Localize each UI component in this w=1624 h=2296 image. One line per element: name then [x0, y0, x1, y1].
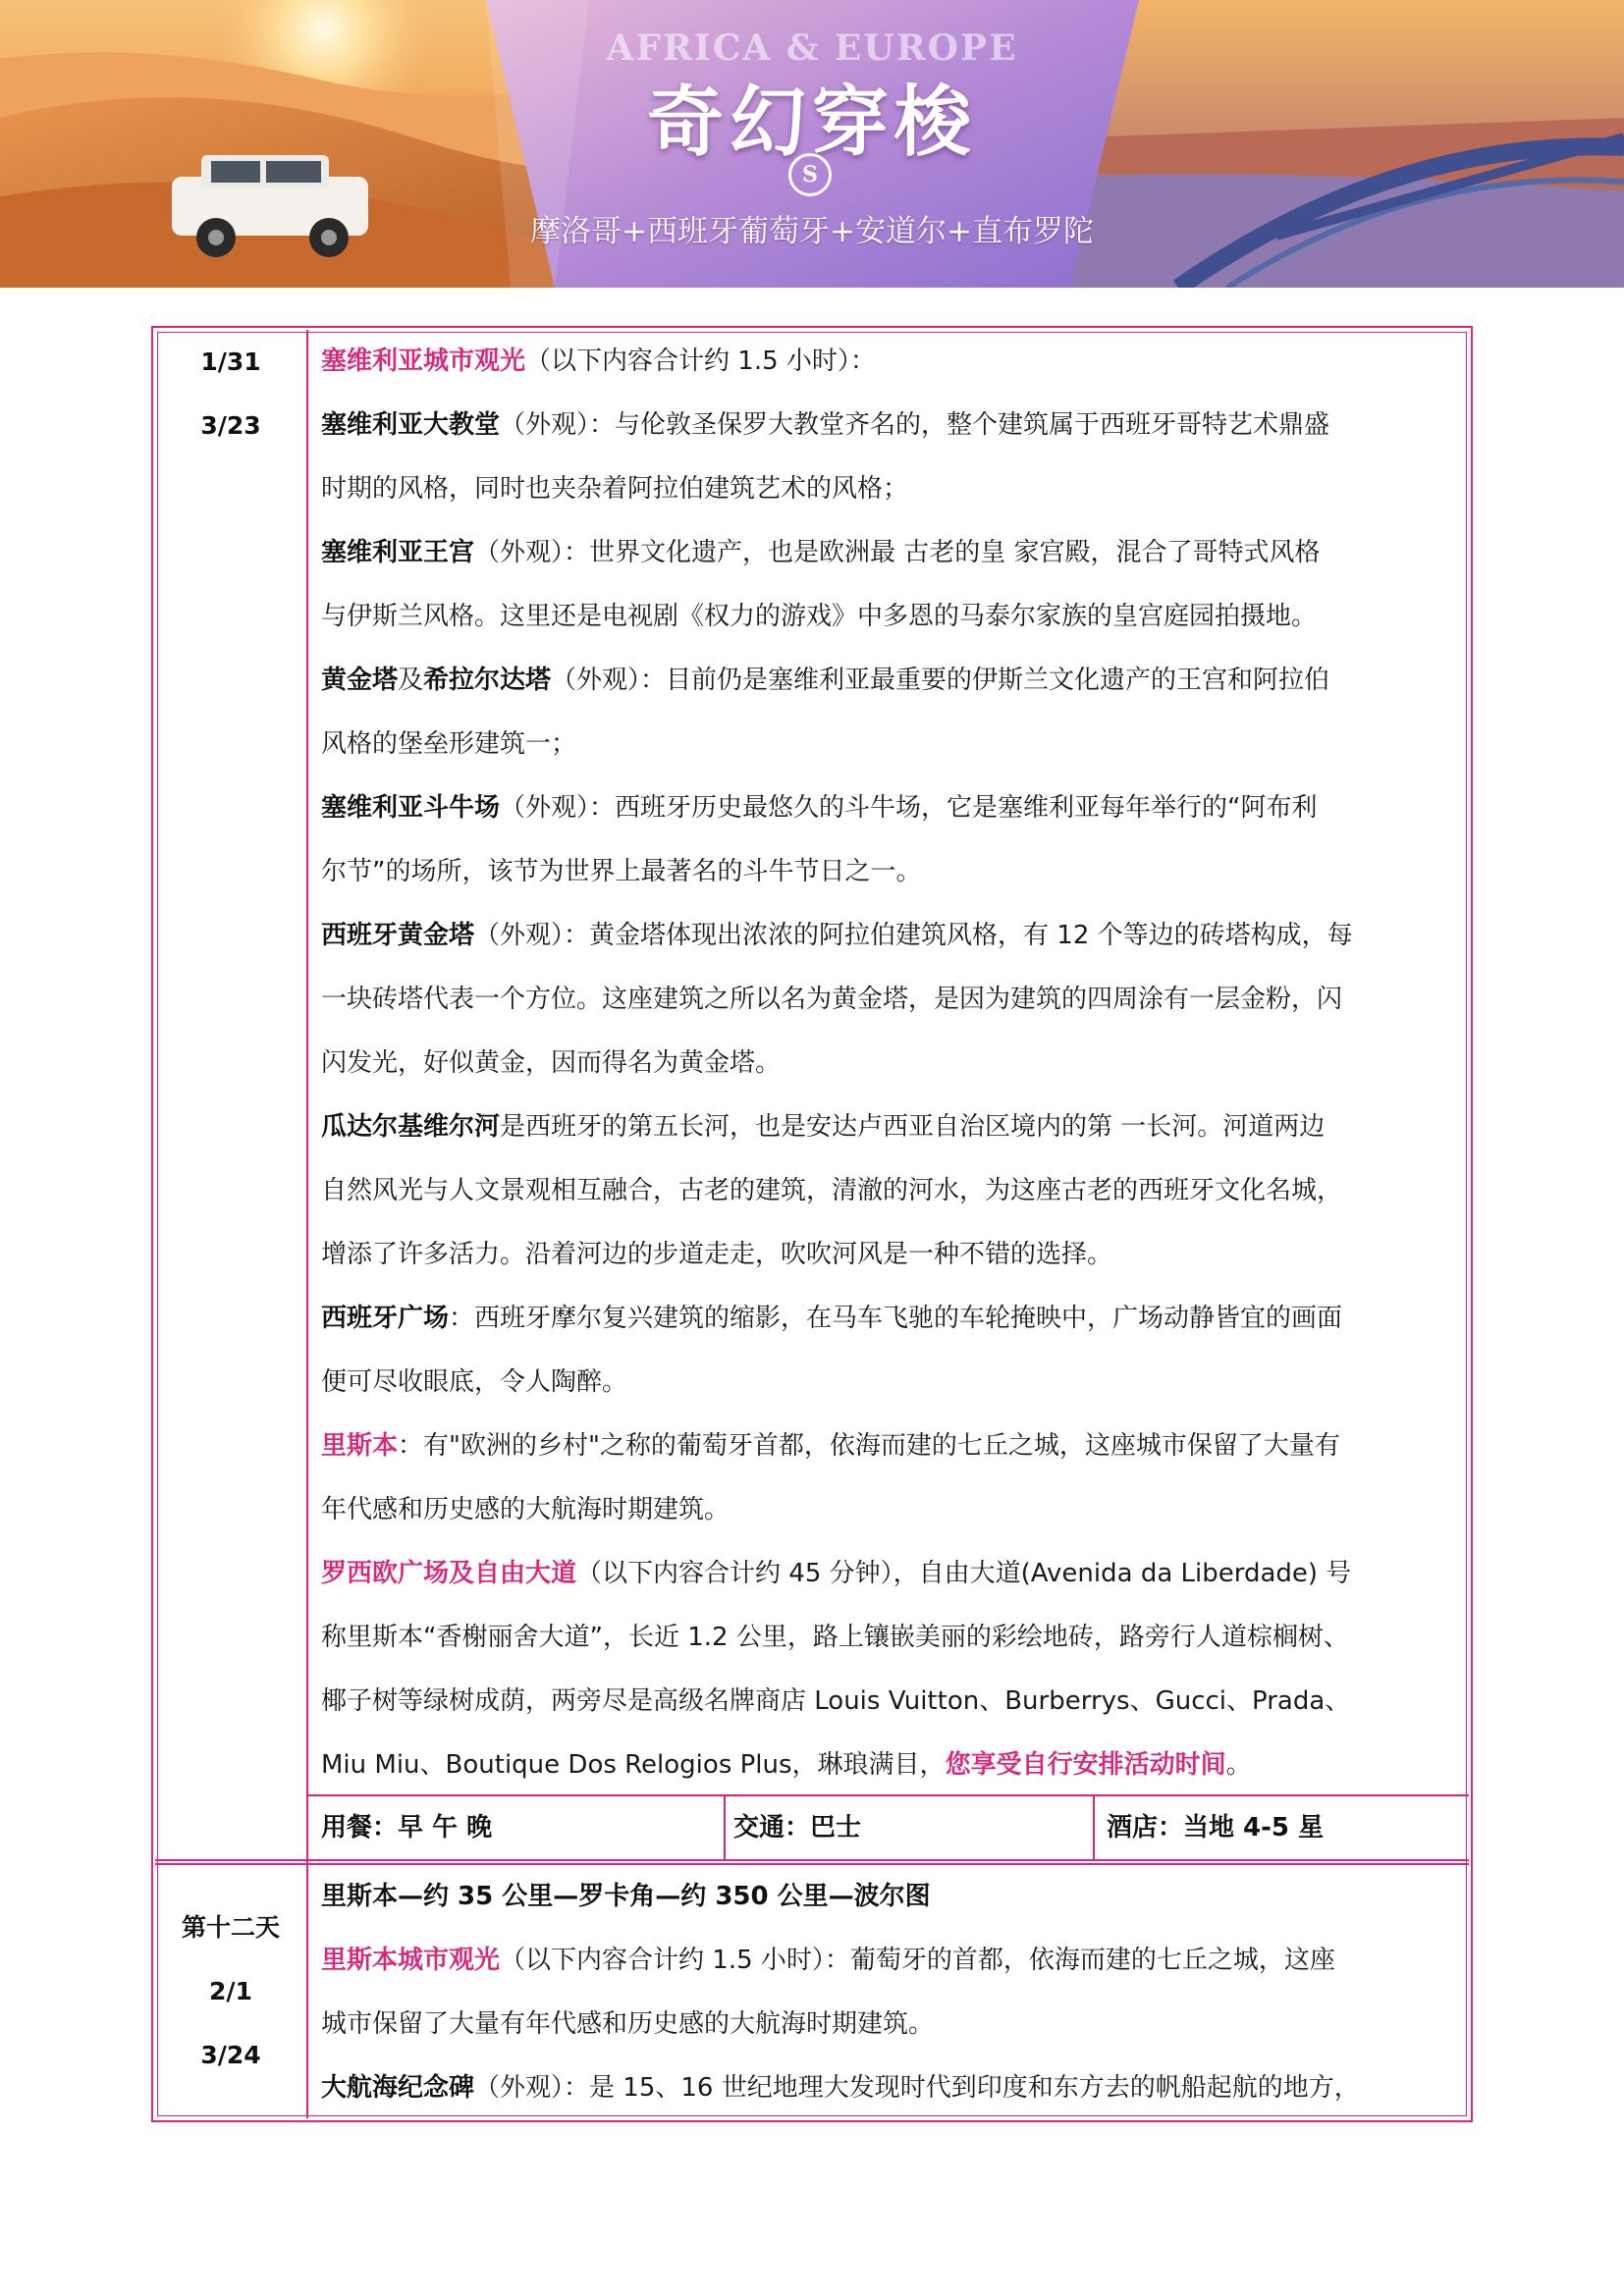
- text-segment: （以下内容合计约 45 分钟），自由大道(Avenida da Liberdade) 号: [576, 1559, 1352, 1588]
- text-segment: （外观）：西班牙历史最悠久的斗牛场，它是塞维利亚每年举行的“阿布利: [500, 793, 1318, 823]
- text-line: [321, 1865, 1460, 1929]
- transport-info: 交通：巴士: [733, 1813, 862, 1842]
- text-line: [321, 904, 1460, 968]
- logo-icon: S: [788, 153, 832, 196]
- text-line: [321, 649, 1460, 713]
- bold-heading: 黄金塔: [321, 666, 399, 695]
- text-segment: 时期的风格，同时也夹杂着阿拉伯建筑艺术的风格；: [321, 474, 909, 504]
- text-segment: 便可尽收眼底，令人陶醉。: [321, 1367, 628, 1397]
- text-line: [321, 1223, 1460, 1287]
- text-line: [321, 1670, 1460, 1734]
- text-segment: 一块砖塔代表一个方位。这座建筑之所以名为黄金塔，是因为建筑的四周涂有一层金粉，闪: [321, 985, 1343, 1014]
- highlight-heading: 里斯本: [321, 1431, 399, 1461]
- text-line: [321, 1159, 1460, 1223]
- text-line: [321, 1929, 1460, 1993]
- text-line: [321, 1606, 1460, 1670]
- banner-subtitle: 摩洛哥+西班牙葡萄牙+安道尔+直布罗陀: [530, 214, 1094, 249]
- bold-heading: 西班牙黄金塔: [321, 921, 475, 950]
- bold-heading: 塞维利亚大教堂: [321, 410, 501, 440]
- text-segment: （外观）：目前仍是塞维利亚最重要的伊斯兰文化遗产的王宫和阿拉伯: [551, 666, 1330, 695]
- text-line: [321, 330, 1460, 394]
- text-line: [321, 1542, 1460, 1606]
- text-line: [321, 1993, 1460, 2056]
- bold-heading: 希拉尔达塔: [423, 666, 552, 695]
- text-line: [321, 713, 1460, 776]
- bold-heading: 瓜达尔基维尔河: [321, 1112, 501, 1142]
- highlight-heading: 您享受自行安排活动时间: [945, 1750, 1226, 1780]
- day-label: 第十二天: [181, 1913, 280, 1942]
- meal-info: 用餐：早 午 晚: [321, 1813, 493, 1842]
- text-line: [321, 840, 1460, 904]
- header-banner: [0, 0, 1624, 288]
- text-segment: 及: [398, 666, 424, 695]
- highlight-heading: 塞维利亚城市观光: [321, 347, 526, 376]
- day-content-day12: [321, 1865, 1460, 2120]
- text-segment: Miu Miu、Boutique Dos Relogios Plus，琳琅满目，: [321, 1750, 946, 1780]
- text-segment: （外观）：与伦敦圣保罗大教堂齐名的，整个建筑属于西班牙哥特艺术鼎盛: [500, 410, 1330, 440]
- text-segment: （外观）：世界文化遗产，也是欧洲最 古老的皇 家宫殿，混合了哥特式风格: [474, 538, 1321, 567]
- text-line: [321, 776, 1460, 840]
- text-line: [321, 1095, 1460, 1159]
- text-line: [321, 1287, 1460, 1351]
- date-1: 1/31: [200, 347, 261, 376]
- highlight-heading: 罗西欧广场及自由大道: [321, 1559, 577, 1588]
- text-line: [321, 2056, 1460, 2120]
- hotel-info: 酒店：当地 4-5 星: [1107, 1813, 1325, 1842]
- text-segment: 。: [1225, 1750, 1252, 1780]
- banner-title-en: AFRICA & EUROPE: [606, 27, 1018, 69]
- bold-heading: 塞维利亚斗牛场: [321, 793, 501, 823]
- bold-heading: 里斯本—约 35 公里—罗卡角—约 350 公里—波尔图: [321, 1882, 931, 1911]
- text-line: [321, 394, 1460, 457]
- bold-heading: 大航海纪念碑: [321, 2073, 475, 2103]
- column-divider: [306, 330, 308, 2118]
- highlight-heading: 里斯本城市观光: [321, 1946, 501, 1975]
- day-content-prev: [321, 330, 1460, 1797]
- date-column-prev: [157, 330, 304, 457]
- text-line: [321, 1415, 1460, 1478]
- text-segment: 称里斯本“香榭丽舍大道”，长近 1.2 公里，路上镶嵌美丽的彩绘地砖，路旁行人道棕榈树、: [321, 1623, 1349, 1652]
- text-segment: （外观）：是 15、16 世纪地理大发现时代到印度和东方去的帆船起航的地方，: [474, 2073, 1360, 2103]
- text-segment: 增添了许多活力。沿着河边的步道走走，吹吹河风是一种不错的选择。: [321, 1240, 1113, 1269]
- text-segment: （以下内容合计约 1.5 小时）：葡萄牙的首都，依海而建的七丘之城，这座: [500, 1946, 1335, 1975]
- text-segment: 自然风光与人文景观相互融合，古老的建筑，清澈的河水，为这座古老的西班牙文化名城，: [321, 1176, 1343, 1205]
- text-segment: ：西班牙摩尔复兴建筑的缩影，在马车飞驰的车轮掩映中，广场动静皆宜的画面: [449, 1304, 1343, 1333]
- bold-heading: 塞维利亚王宫: [321, 538, 475, 567]
- text-segment: 闪发光，好似黄金，因而得名为黄金塔。: [321, 1048, 782, 1078]
- date-2: 3/24: [200, 2041, 261, 2069]
- banner-title: 奇幻穿梭: [646, 78, 977, 167]
- bold-heading: 西班牙广场: [321, 1304, 450, 1333]
- text-segment: 是西班牙的第五长河，也是安达卢西亚自治区境内的第 一长河。河道两边: [500, 1112, 1326, 1142]
- text-segment: （以下内容合计约 1.5 小时）：: [525, 347, 876, 376]
- date-column-day12: [157, 1896, 304, 2087]
- text-line: [321, 585, 1460, 649]
- date-2: 3/23: [200, 411, 261, 440]
- text-line: [321, 457, 1460, 521]
- text-segment: 与伊斯兰风格。这里还是电视剧《权力的游戏》中多恩的马泰尔家族的皇宫庭园拍摄地。: [321, 602, 1318, 631]
- text-segment: 年代感和历史感的大航海时期建筑。: [321, 1495, 731, 1524]
- text-line: [321, 968, 1460, 1032]
- text-segment: ：有"欧洲的乡村"之称的葡萄牙首都，依海而建的七丘之城，这座城市保留了大量有: [398, 1431, 1340, 1461]
- text-line: [321, 1478, 1460, 1542]
- text-segment: 尔节”的场所，该节为世界上最著名的斗牛节日之一。: [321, 857, 922, 886]
- text-line: [321, 521, 1460, 585]
- text-segment: 椰子树等绿树成荫，两旁尽是高级名牌商店 Louis Vuitton、Burberrys、Gucci、Prada、: [321, 1686, 1351, 1716]
- text-segment: 风格的堡垒形建筑一；: [321, 729, 577, 759]
- date-1: 2/1: [209, 1977, 252, 2005]
- text-line: [321, 1032, 1460, 1095]
- text-segment: （外观）：黄金塔体现出浓浓的阿拉伯建筑风格，有 12 个等边的砖塔构成，每: [474, 921, 1353, 950]
- text-line: [321, 1734, 1460, 1797]
- text-segment: 城市保留了大量有年代感和历史感的大航海时期建筑。: [321, 2009, 935, 2039]
- text-line: [321, 1351, 1460, 1415]
- meal-row: [321, 1796, 1470, 1860]
